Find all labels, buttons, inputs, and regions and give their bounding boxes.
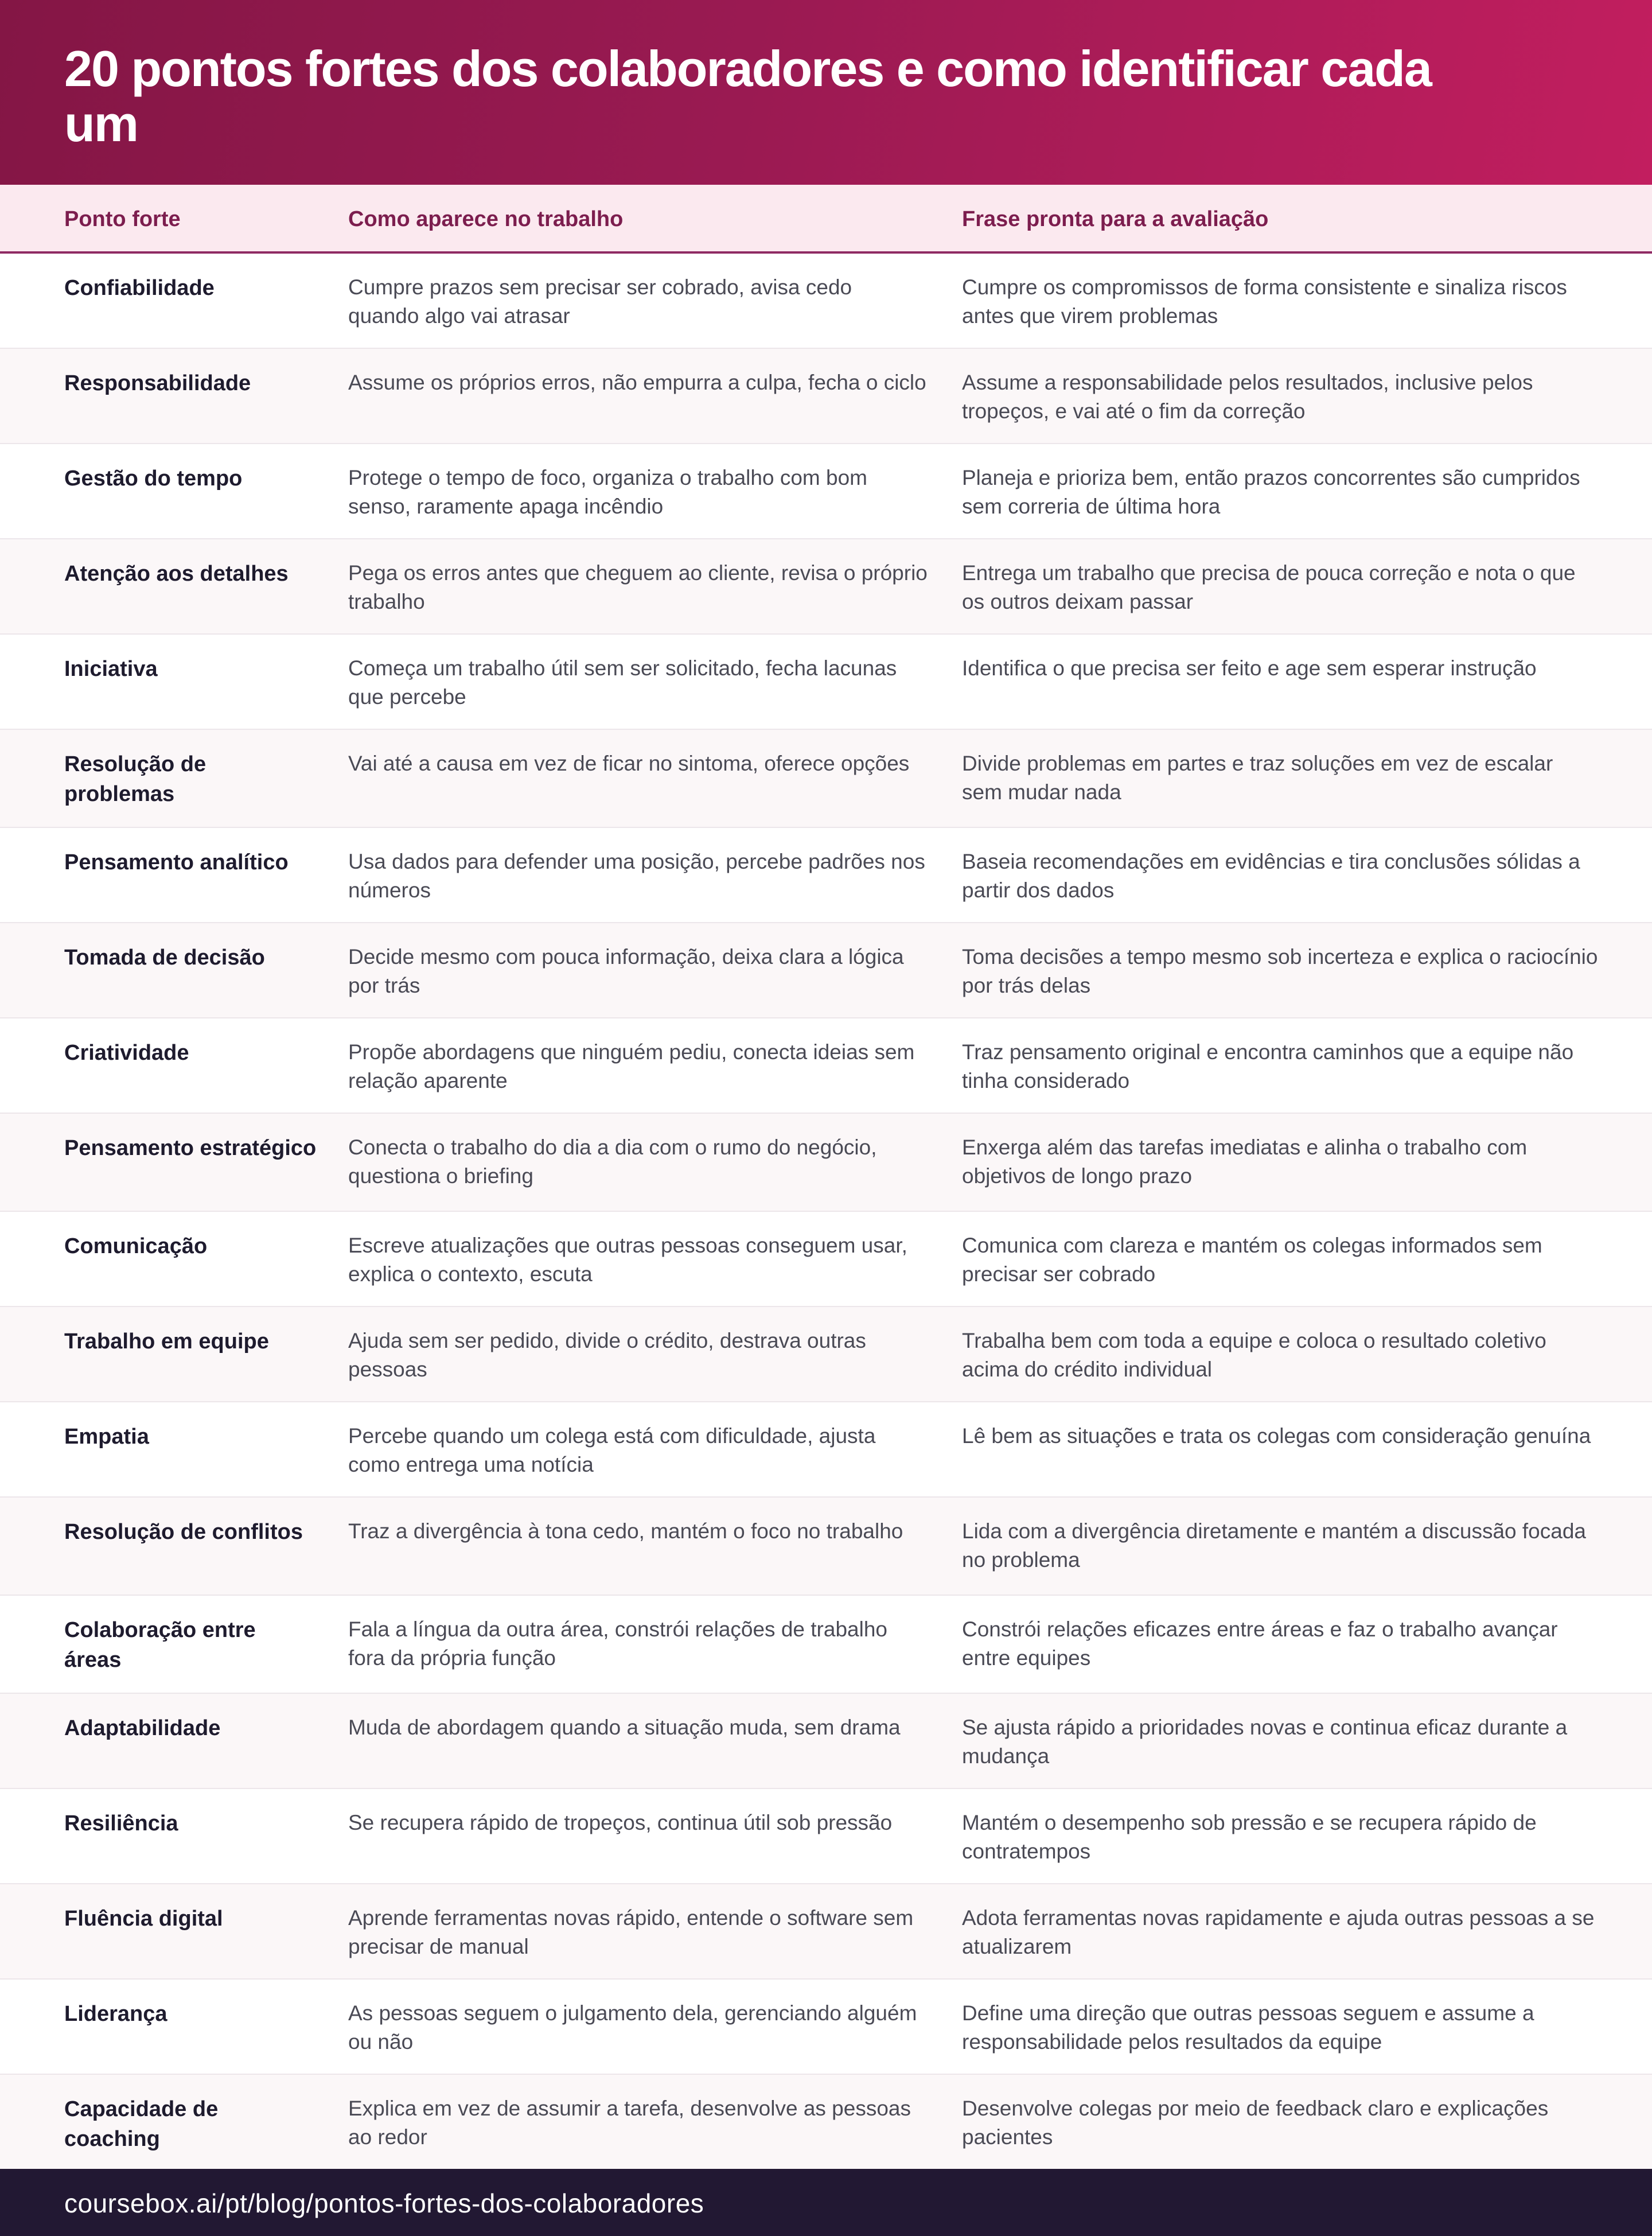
table-row (0, 828, 1652, 923)
how-cell: Percebe quando um colega está com dificuldade, ajusta como entrega uma notícia (348, 1424, 876, 1476)
how-cell: Fala a língua da outra área, constrói relações de trabalho fora da própria função (348, 1617, 887, 1670)
strength-cell: Tomada de decisão (64, 946, 265, 970)
how-cell: Protege o tempo de foco, organiza o trabalho com bom senso, raramente apaga incêndio (348, 466, 867, 518)
strength-cell: Resolução de conflitos (64, 1520, 303, 1544)
table-row (0, 923, 1652, 1018)
footer-url[interactable]: coursebox.ai/pt/blog/pontos-fortes-dos-colaboradores (64, 2188, 704, 2218)
strength-cell: Responsabilidade (64, 371, 251, 395)
how-cell: Aprende ferramentas novas rápido, entende o software sem precisar de manual (348, 1906, 914, 1958)
table-row (0, 730, 1652, 828)
table-header (0, 185, 1652, 254)
table-row (0, 1980, 1652, 2075)
table-row (0, 254, 1652, 349)
strength-cell: Pensamento analítico (64, 850, 289, 874)
table-row (0, 1307, 1652, 1402)
table-row (0, 349, 1652, 444)
how-cell: Começa um trabalho útil sem ser solicitado, fecha lacunas que percebe (348, 656, 897, 709)
how-cell: Vai até a causa em vez de ficar no sintoma, oferece opções (348, 752, 910, 775)
phrase-cell: Baseia recomendações em evidências e tira conclusões sólidas a partir dos dados (962, 850, 1580, 902)
phrase-cell: Lê bem as situações e trata os colegas com consideração genuína (962, 1424, 1591, 1448)
phrase-cell: Entrega um trabalho que precisa de pouca correção e nota o que os outros deixam passar (962, 561, 1576, 613)
phrase-cell: Planeja e prioriza bem, então prazos concorrentes são cumpridos sem correria de última hora (962, 466, 1580, 518)
how-cell: Explica em vez de assumir a tarefa, desenvolve as pessoas ao redor (348, 2097, 911, 2149)
how-cell: Usa dados para defender uma posição, percebe padrões nos números (348, 850, 925, 902)
header-banner (0, 0, 1652, 185)
phrase-cell: Divide problemas em partes e traz soluções em vez de escalar sem mudar nada (962, 752, 1553, 804)
phrase-cell: Cumpre os compromissos de forma consistente e sinaliza riscos antes que virem problemas (962, 275, 1567, 328)
how-cell: Muda de abordagem quando a situação muda, sem drama (348, 1716, 901, 1739)
column-header-strength: Ponto forte (64, 207, 181, 231)
phrase-cell: Identifica o que precisa ser feito e age sem esperar instrução (962, 656, 1537, 680)
table-body (0, 254, 1652, 2173)
table-row (0, 1884, 1652, 1980)
how-cell: Traz a divergência à tona cedo, mantém o foco no trabalho (348, 1519, 903, 1543)
footer-bar (0, 2169, 1652, 2236)
phrase-cell: Enxerga além das tarefas imediatas e alinha o trabalho com objetivos de longo prazo (962, 1136, 1528, 1188)
how-cell: Propõe abordagens que ninguém pediu, conecta ideias sem relação aparente (348, 1040, 915, 1092)
strength-cell: Resolução de problemas (64, 752, 206, 806)
strength-cell: Gestão do tempo (64, 466, 243, 491)
column-header-how: Como aparece no trabalho (348, 207, 624, 231)
table-row (0, 1498, 1652, 1596)
table-row (0, 1789, 1652, 1884)
table-row (0, 635, 1652, 730)
phrase-cell: Traz pensamento original e encontra caminhos que a equipe não tinha considerado (962, 1040, 1574, 1092)
table-row (0, 1694, 1652, 1789)
strength-cell: Iniciativa (64, 657, 158, 681)
how-cell: Se recupera rápido de tropeços, continua útil sob pressão (348, 1811, 893, 1834)
how-cell: Cumpre prazos sem precisar ser cobrado, avisa cedo quando algo vai atrasar (348, 275, 852, 328)
strength-cell: Confiabilidade (64, 276, 215, 300)
phrase-cell: Lida com a divergência diretamente e mantém a discussão focada no problema (962, 1519, 1586, 1572)
strength-cell: Colaboração entre áreas (64, 1618, 256, 1672)
strength-cell: Adaptabilidade (64, 1716, 221, 1740)
phrase-cell: Assume a responsabilidade pelos resultados, inclusive pelos tropeços, e vai até o fim da correção (962, 371, 1533, 423)
table-row (0, 539, 1652, 635)
how-cell: Decide mesmo com pouca informação, deixa clara a lógica por trás (348, 945, 904, 997)
phrase-cell: Toma decisões a tempo mesmo sob incerteza e explica o raciocínio por trás delas (962, 945, 1598, 997)
table-row (0, 1212, 1652, 1307)
page-title: 20 pontos fortes dos colaboradores e como identificar cada um (64, 40, 1431, 152)
phrase-cell: Comunica com clareza e mantém os colegas informados sem precisar ser cobrado (962, 1234, 1542, 1286)
phrase-cell: Mantém o desempenho sob pressão e se recupera rápido de contratempos (962, 1811, 1537, 1863)
phrase-cell: Desenvolve colegas por meio de feedback claro e explicações pacientes (962, 2097, 1549, 2149)
table-row (0, 1018, 1652, 1114)
how-cell: Escreve atualizações que outras pessoas conseguem usar, explica o contexto, escuta (348, 1234, 907, 1286)
table-row (0, 1402, 1652, 1498)
column-header-phrase: Frase pronta para a avaliação (962, 207, 1269, 231)
table-row (0, 444, 1652, 539)
strength-cell: Liderança (64, 2002, 167, 2026)
phrase-cell: Constrói relações eficazes entre áreas e faz o trabalho avançar entre equipes (962, 1617, 1558, 1670)
strength-cell: Resiliência (64, 1811, 178, 1836)
how-cell: Conecta o trabalho do dia a dia com o rumo do negócio, questiona o briefing (348, 1136, 877, 1188)
strength-cell: Atenção aos detalhes (64, 562, 289, 586)
strength-cell: Fluência digital (64, 1907, 223, 1931)
table-row (0, 1114, 1652, 1212)
strength-cell: Trabalho em equipe (64, 1329, 269, 1354)
strength-cell: Empatia (64, 1425, 149, 1449)
how-cell: Ajuda sem ser pedido, divide o crédito, destrava outras pessoas (348, 1329, 866, 1381)
phrase-cell: Define uma direção que outras pessoas seguem e assume a responsabilidade pelos resultados da equipe (962, 2001, 1534, 2054)
phrase-cell: Se ajusta rápido a prioridades novas e continua eficaz durante a mudança (962, 1716, 1568, 1768)
phrase-cell: Trabalha bem com toda a equipe e coloca o resultado coletivo acima do crédito individual (962, 1329, 1546, 1381)
strength-cell: Criatividade (64, 1041, 189, 1065)
how-cell: Assume os próprios erros, não empurra a culpa, fecha o ciclo (348, 371, 926, 394)
phrase-cell: Adota ferramentas novas rapidamente e ajuda outras pessoas a se atualizarem (962, 1906, 1595, 1958)
how-cell: As pessoas seguem o julgamento dela, gerenciando alguém ou não (348, 2001, 917, 2054)
strength-cell: Capacidade de coaching (64, 2097, 219, 2151)
table-row (0, 1596, 1652, 1694)
strength-cell: Pensamento estratégico (64, 1136, 317, 1160)
table-row (0, 2075, 1652, 2173)
strength-cell: Comunicação (64, 1234, 208, 1258)
how-cell: Pega os erros antes que cheguem ao cliente, revisa o próprio trabalho (348, 561, 928, 613)
